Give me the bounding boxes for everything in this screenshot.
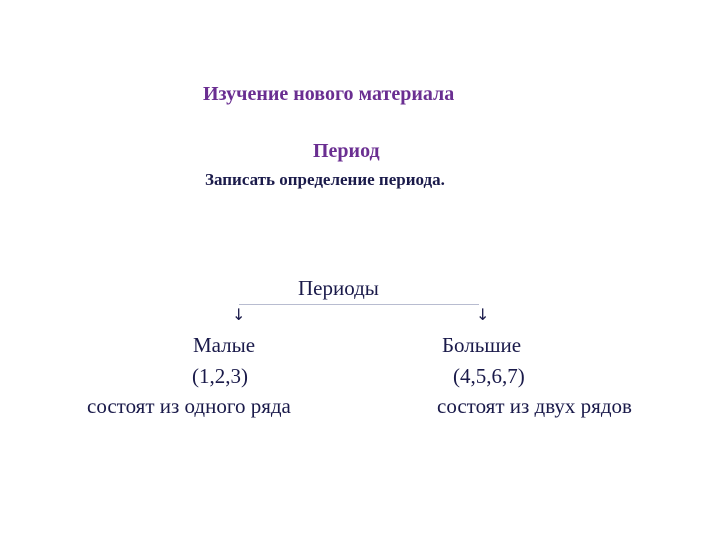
instruction-text: Записать определение периода. — [205, 170, 445, 189]
arrow-down-icon: ↓ — [476, 305, 490, 324]
branch-title: Большие — [442, 333, 522, 357]
branch-description: состоят из одного ряда — [87, 394, 291, 418]
branch-description: состоят из двух рядов — [437, 394, 632, 418]
slide-title: Изучение нового материала — [203, 83, 455, 105]
arrow-down-icon: ↓ — [232, 305, 246, 324]
branch-period-numbers: (4,5,6,7) — [453, 364, 525, 388]
diagram-connector-line — [239, 304, 479, 305]
slide-subtitle: Период — [313, 140, 380, 162]
branch-title: Малые — [193, 333, 256, 357]
diagram-root-label: Периоды — [298, 276, 379, 300]
branch-period-numbers: (1,2,3) — [192, 364, 248, 388]
